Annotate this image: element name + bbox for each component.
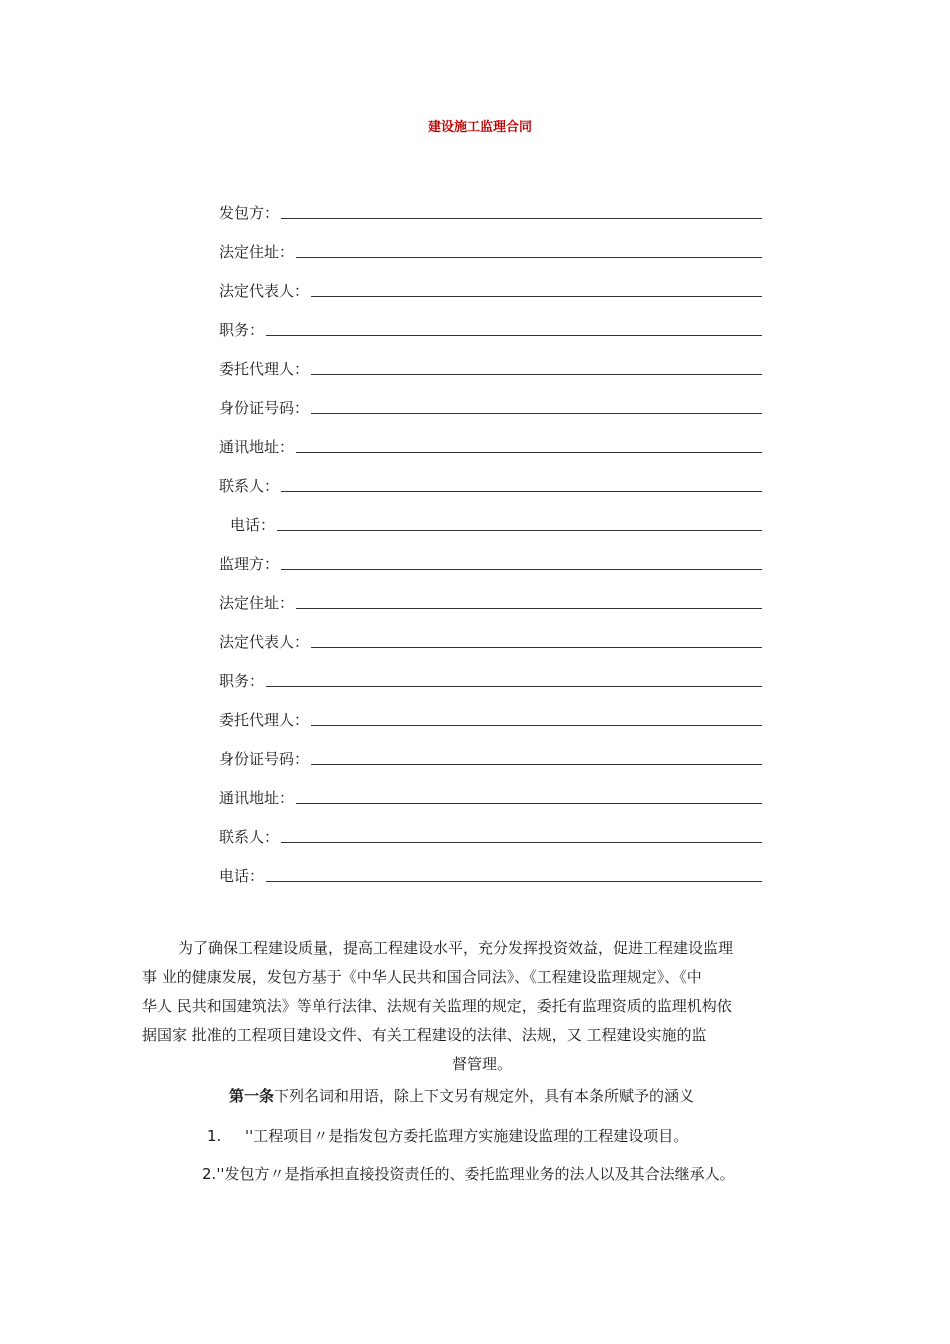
preamble-paragraph: [142, 934, 822, 1079]
definition-item: [207, 1125, 688, 1146]
field-employer-agent: [219, 346, 762, 385]
field-label: 通讯地址：: [219, 789, 295, 807]
field-supervisor-position: [219, 658, 762, 697]
fill-in-line[interactable]: [266, 685, 762, 687]
field-employer-mail-address: [219, 424, 762, 463]
item-number: 1.: [207, 1127, 222, 1145]
field-label: 身份证号码：: [219, 399, 310, 417]
field-label: 法定住址：: [219, 594, 295, 612]
field-label: 通讯地址：: [219, 438, 295, 456]
field-label: 职务：: [219, 321, 265, 339]
fill-in-line[interactable]: [311, 724, 762, 726]
fill-in-line[interactable]: [281, 841, 762, 843]
field-label: 法定代表人：: [219, 282, 310, 300]
fill-in-line[interactable]: [311, 295, 762, 297]
field-label: 委托代理人：: [219, 711, 310, 729]
field-label: 法定住址：: [219, 243, 295, 261]
item-text: ''发包方〃是指承担直接投资责任的、委托监理业务的法人以及其合法继承人。: [216, 1165, 735, 1183]
article-text: 下列名词和用语，除上下文另有规定外，具有本条所赋予的涵义: [274, 1087, 695, 1105]
field-supervisor-phone: [219, 853, 762, 892]
fill-in-line[interactable]: [266, 880, 762, 882]
field-supervisor-legal-rep: [219, 619, 762, 658]
fill-in-line[interactable]: [281, 490, 762, 492]
field-employer-contact: [219, 463, 762, 502]
party-info-form: [219, 190, 762, 892]
field-label: 法定代表人：: [219, 633, 310, 651]
field-employer-id-number: [219, 385, 762, 424]
field-supervisor-address: [219, 580, 762, 619]
field-label: 电话：: [219, 867, 265, 885]
field-supervisor: [219, 541, 762, 580]
article-1: [229, 1085, 694, 1106]
field-employer-address: [219, 229, 762, 268]
preamble-line: 据国家 批准的工程项目建设文件、有关工程建设的法律、法规，又 工程建设实施的监: [142, 1026, 707, 1044]
fill-in-line[interactable]: [296, 256, 762, 258]
fill-in-line[interactable]: [311, 412, 762, 414]
preamble-line: 事 业的健康发展，发包方基于《中华人民共和国合同法》、《工程建设监理规定》、《中: [142, 968, 702, 986]
field-supervisor-agent: [219, 697, 762, 736]
fill-in-line[interactable]: [296, 451, 762, 453]
field-label: 监理方：: [219, 555, 280, 573]
field-label: 发包方：: [219, 204, 280, 222]
field-label: 联系人：: [219, 477, 280, 495]
fill-in-line[interactable]: [277, 529, 762, 531]
fill-in-line[interactable]: [311, 373, 762, 375]
fill-in-line[interactable]: [281, 568, 762, 570]
fill-in-line[interactable]: [311, 763, 762, 765]
fill-in-line[interactable]: [266, 334, 762, 336]
article-heading: 第一条: [229, 1087, 275, 1105]
field-label: 职务：: [219, 672, 265, 690]
field-supervisor-contact: [219, 814, 762, 853]
preamble-line: 督管理。: [451, 1055, 512, 1073]
field-label: 身份证号码：: [219, 750, 310, 768]
field-employer-legal-rep: [219, 268, 762, 307]
field-employer-phone: [219, 502, 762, 541]
field-employer-position: [219, 307, 762, 346]
field-employer: [219, 190, 762, 229]
fill-in-line[interactable]: [296, 802, 762, 804]
definition-item: [202, 1163, 735, 1184]
preamble-line: 华人 民共和国建筑法》等单行法律、法规有关监理的规定，委托有监理资质的监理机构依: [142, 997, 732, 1015]
preamble-line: 为了确保工程建设质量，提高工程建设水平，充分发挥投资效益，促进工程建设监理: [178, 939, 734, 957]
fill-in-line[interactable]: [281, 217, 762, 219]
fill-in-line[interactable]: [296, 607, 762, 609]
field-supervisor-mail-address: [219, 775, 762, 814]
field-label: 委托代理人：: [219, 360, 310, 378]
item-number: 2.: [202, 1165, 217, 1183]
field-supervisor-id-number: [219, 736, 762, 775]
fill-in-line[interactable]: [311, 646, 762, 648]
item-text: ''工程项目〃是指发包方委托监理方实施建设监理的工程建设项目。: [245, 1127, 689, 1145]
document-title: 建设施工监理合同: [427, 120, 532, 135]
field-label: 联系人：: [219, 828, 280, 846]
field-label: 电话：: [230, 516, 276, 534]
